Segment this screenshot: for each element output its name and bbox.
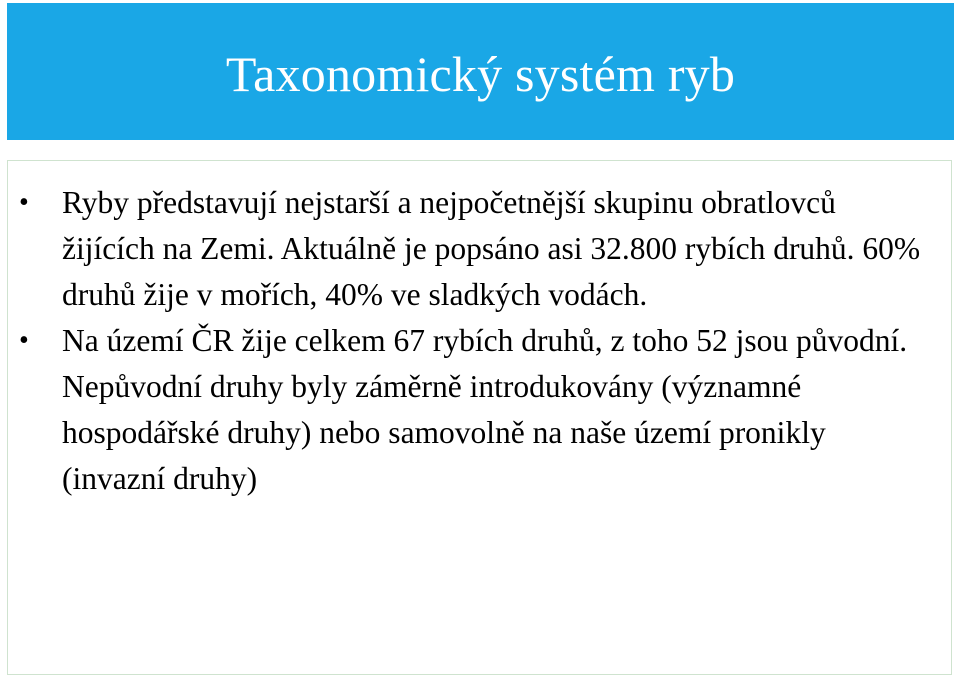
bullet-dot-icon: •	[19, 325, 29, 356]
bullet-list	[0, 180, 960, 502]
bullet-item-czech-species	[0, 318, 960, 502]
title-band	[7, 3, 954, 140]
bullet-dot-icon: •	[19, 187, 29, 218]
bullet-text: Ryby představují nejstarší a nejpočetnější skupinu obratlovců žijících na Zemi. Aktuálně je popsáno asi 32.800 rybích druhů. 60% druhů žije v mořích, 40% ve sladkých vodách.	[62, 185, 921, 312]
slide-title: Taxonomický systém ryb	[225, 45, 736, 102]
bullet-item-fish-overview	[0, 180, 960, 318]
bullet-text: Na území ČR žije celkem 67 rybích druhů, z toho 52 jsou původní. Nepůvodní druhy byly záměrně introdukovány (významné hospodářské druhy) nebo samovolně na naše území pronikly (invazní druhy)	[62, 323, 908, 496]
